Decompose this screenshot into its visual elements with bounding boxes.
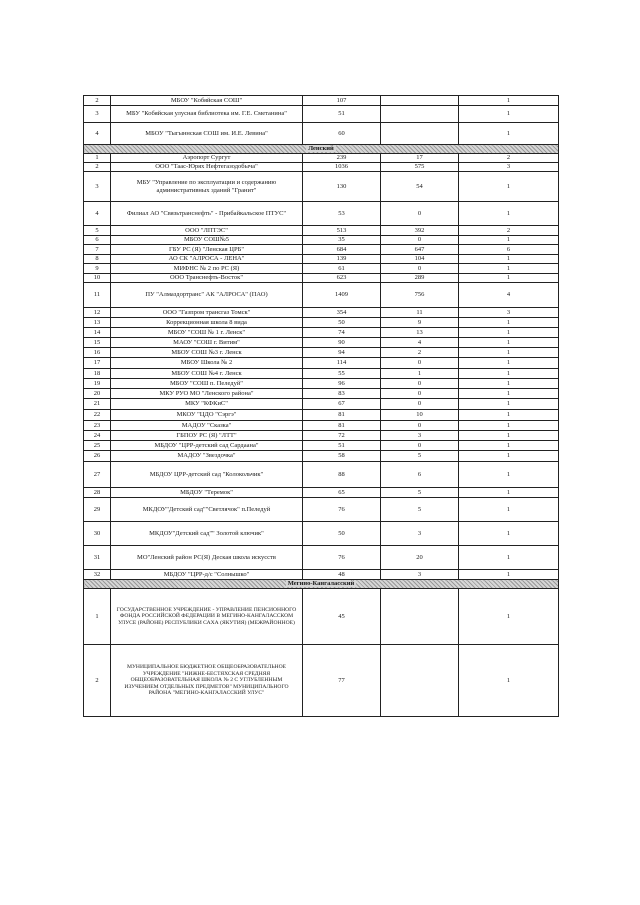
third-count-cell: 2: [459, 154, 559, 163]
row-number-cell: 4: [84, 202, 111, 226]
organization-name-cell: МКУ РУО МО "Ленского района": [111, 389, 303, 399]
third-count-cell: 1: [459, 328, 559, 338]
organization-name-cell: МБУ "Кобяйская улусная библиотека им. Г.Е. Сметанина": [111, 106, 303, 123]
table-row: [84, 488, 559, 498]
third-count-cell: 1: [459, 399, 559, 410]
total-count-cell: 354: [303, 308, 381, 318]
total-count-cell: 81: [303, 421, 381, 431]
total-count-cell: 139: [303, 255, 381, 264]
organization-name-cell: Филиал АО "Связьтранснефть" - Прибайкальское ПТУС": [111, 202, 303, 226]
organization-name-cell: ПУ "Алмаздортранс" АК "АЛРОСА" (ПАО): [111, 283, 303, 308]
third-count-cell: 1: [459, 441, 559, 451]
table-row: [84, 154, 559, 163]
third-count-cell: 1: [459, 522, 559, 546]
total-count-cell: 67: [303, 399, 381, 410]
third-count-cell: 1: [459, 410, 559, 421]
total-count-cell: 130: [303, 172, 381, 202]
total-count-cell: 50: [303, 318, 381, 328]
third-count-cell: 1: [459, 123, 559, 145]
third-count-cell: 1: [459, 546, 559, 570]
total-count-cell: 684: [303, 245, 381, 255]
row-number-cell: 15: [84, 338, 111, 348]
second-count-cell: 6: [381, 462, 459, 488]
organization-name-cell: ООО "Газпром трансгаз Томск": [111, 308, 303, 318]
organization-name-cell: ГОСУДАРСТВЕННОЕ УЧРЕЖДЕНИЕ - УПРАВЛЕНИЕ ПЕНСИОННОГО ФОНДА РОССИЙСКОЙ ФЕДЕРАЦИИ В МЕГИНО-КАНГАЛАССКОМ УЛУСЕ (РАЙОНЕ) РЕСПУБЛИКИ САХА (ЯКУТИЯ) (МЕЖРАЙОННОЕ): [111, 589, 303, 645]
second-count-cell: 17: [381, 154, 459, 163]
third-count-cell: 6: [459, 245, 559, 255]
organization-name-cell: МБОУ СОШ №3 г. Ленск: [111, 348, 303, 358]
row-number-cell: 23: [84, 421, 111, 431]
row-number-cell: 1: [84, 589, 111, 645]
organization-name-cell: МБОУ СОШ №4 г. Ленск: [111, 369, 303, 379]
table-row: [84, 358, 559, 369]
organization-name-cell: МАОУ "СОШ г. Витим": [111, 338, 303, 348]
organization-name-cell: ГБПОУ РС (Я) "ЛТТ": [111, 431, 303, 441]
second-count-cell: 5: [381, 488, 459, 498]
total-count-cell: 51: [303, 106, 381, 123]
table-row: [84, 421, 559, 431]
table-row: [84, 308, 559, 318]
third-count-cell: 1: [459, 589, 559, 645]
table-row: [84, 318, 559, 328]
table-row: [84, 338, 559, 348]
second-count-cell: 2: [381, 348, 459, 358]
row-number-cell: 11: [84, 283, 111, 308]
second-count-cell: 0: [381, 389, 459, 399]
row-number-cell: 24: [84, 431, 111, 441]
second-count-cell: 0: [381, 379, 459, 389]
organization-name-cell: МО"Ленский район РС(Я) Деская школа искусств: [111, 546, 303, 570]
third-count-cell: 1: [459, 348, 559, 358]
second-count-cell: 647: [381, 245, 459, 255]
table-row: [84, 348, 559, 358]
table-row: [84, 226, 559, 236]
total-count-cell: 76: [303, 546, 381, 570]
row-number-cell: 16: [84, 348, 111, 358]
row-number-cell: 29: [84, 498, 111, 522]
organization-name-cell: МБОУ Школа № 2: [111, 358, 303, 369]
table-row: [84, 264, 559, 274]
organization-name-cell: Коррекционная школа 8 вида: [111, 318, 303, 328]
second-count-cell: 756: [381, 283, 459, 308]
section-header-cell: [84, 145, 559, 154]
third-count-cell: 1: [459, 421, 559, 431]
third-count-cell: 1: [459, 172, 559, 202]
table-row: [84, 163, 559, 172]
table-row: [84, 202, 559, 226]
total-count-cell: 72: [303, 431, 381, 441]
third-count-cell: 1: [459, 255, 559, 264]
row-number-cell: 12: [84, 308, 111, 318]
organization-name-cell: МБОУ "СОШ № 1 г. Ленск": [111, 328, 303, 338]
third-count-cell: 1: [459, 431, 559, 441]
second-count-cell: 392: [381, 226, 459, 236]
row-number-cell: 7: [84, 245, 111, 255]
table-row: [84, 441, 559, 451]
third-count-cell: 1: [459, 338, 559, 348]
row-number-cell: 9: [84, 264, 111, 274]
third-count-cell: 1: [459, 106, 559, 123]
organization-name-cell: МКОУ "ЦДО "Сэргэ": [111, 410, 303, 421]
third-count-cell: 3: [459, 308, 559, 318]
second-count-cell: 4: [381, 338, 459, 348]
total-count-cell: 65: [303, 488, 381, 498]
second-count-cell: 5: [381, 451, 459, 462]
total-count-cell: 77: [303, 645, 381, 717]
table-row: [84, 96, 559, 106]
third-count-cell: 1: [459, 96, 559, 106]
third-count-cell: 1: [459, 379, 559, 389]
second-count-cell: 54: [381, 172, 459, 202]
total-count-cell: 88: [303, 462, 381, 488]
row-number-cell: 18: [84, 369, 111, 379]
row-number-cell: 5: [84, 226, 111, 236]
row-number-cell: 3: [84, 106, 111, 123]
table-row: [84, 245, 559, 255]
table-row: [84, 462, 559, 488]
third-count-cell: 4: [459, 283, 559, 308]
row-number-cell: 30: [84, 522, 111, 546]
table-row: [84, 274, 559, 283]
organization-name-cell: ООО "ЛПТЭС": [111, 226, 303, 236]
organization-name-cell: МКДОУ"Детский сад"" Золотой ключик": [111, 522, 303, 546]
section-title: Ленский: [308, 145, 334, 153]
third-count-cell: 1: [459, 462, 559, 488]
second-count-cell: 10: [381, 410, 459, 421]
organization-name-cell: МБДОУ ЦРР-детский сад "Колокольчик": [111, 462, 303, 488]
total-count-cell: 83: [303, 389, 381, 399]
table-body: [84, 96, 559, 717]
total-count-cell: 53: [303, 202, 381, 226]
total-count-cell: 107: [303, 96, 381, 106]
row-number-cell: 22: [84, 410, 111, 421]
third-count-cell: 1: [459, 358, 559, 369]
total-count-cell: 96: [303, 379, 381, 389]
third-count-cell: 2: [459, 226, 559, 236]
total-count-cell: 513: [303, 226, 381, 236]
third-count-cell: 3: [459, 163, 559, 172]
second-count-cell: 0: [381, 358, 459, 369]
table-row: [84, 283, 559, 308]
third-count-cell: 1: [459, 369, 559, 379]
organization-name-cell: МКУ "КФКиС": [111, 399, 303, 410]
row-number-cell: 1: [84, 154, 111, 163]
second-count-cell: 3: [381, 431, 459, 441]
third-count-cell: 1: [459, 202, 559, 226]
section-header-cell: [84, 580, 559, 589]
third-count-cell: 1: [459, 274, 559, 283]
row-number-cell: 26: [84, 451, 111, 462]
row-number-cell: 28: [84, 488, 111, 498]
table-row: [84, 389, 559, 399]
third-count-cell: 1: [459, 570, 559, 580]
total-count-cell: 50: [303, 522, 381, 546]
row-number-cell: 6: [84, 236, 111, 245]
organization-name-cell: МБОУ "СОШ п. Пеледуй": [111, 379, 303, 389]
total-count-cell: 48: [303, 570, 381, 580]
row-number-cell: 3: [84, 172, 111, 202]
table-row: [84, 236, 559, 245]
total-count-cell: 35: [303, 236, 381, 245]
second-count-cell: 5: [381, 498, 459, 522]
table-row: [84, 379, 559, 389]
second-count-cell: 13: [381, 328, 459, 338]
table-row: [84, 431, 559, 441]
second-count-cell: [381, 123, 459, 145]
third-count-cell: 1: [459, 645, 559, 717]
organization-name-cell: МБДОУ "ЦРР-д/с "Солнышко": [111, 570, 303, 580]
second-count-cell: 0: [381, 236, 459, 245]
second-count-cell: 289: [381, 274, 459, 283]
total-count-cell: 55: [303, 369, 381, 379]
organization-name-cell: МБОУ СОШ№5: [111, 236, 303, 245]
second-count-cell: 575: [381, 163, 459, 172]
organization-name-cell: ГБУ РС (Я) "Ленская ЦРБ": [111, 245, 303, 255]
table-row: [84, 498, 559, 522]
second-count-cell: 0: [381, 399, 459, 410]
row-number-cell: 10: [84, 274, 111, 283]
third-count-cell: 1: [459, 451, 559, 462]
second-count-cell: 0: [381, 421, 459, 431]
third-count-cell: 1: [459, 498, 559, 522]
organization-name-cell: МБДОУ "Теремок": [111, 488, 303, 498]
row-number-cell: 4: [84, 123, 111, 145]
organization-name-cell: МБОУ "Тыгыннская СОШ им. И.Е. Левина": [111, 123, 303, 145]
total-count-cell: 1409: [303, 283, 381, 308]
row-number-cell: 8: [84, 255, 111, 264]
organization-name-cell: МБУ "Управление по эксплуатации и содержанию административных зданий "Гранит": [111, 172, 303, 202]
row-number-cell: 31: [84, 546, 111, 570]
third-count-cell: 1: [459, 264, 559, 274]
second-count-cell: [381, 96, 459, 106]
section-title: Мегино-Кангаласский: [287, 580, 355, 588]
row-number-cell: 27: [84, 462, 111, 488]
total-count-cell: 58: [303, 451, 381, 462]
total-count-cell: 81: [303, 410, 381, 421]
row-number-cell: 25: [84, 441, 111, 451]
organization-name-cell: МАДОУ "Звездочка": [111, 451, 303, 462]
second-count-cell: [381, 106, 459, 123]
row-number-cell: 2: [84, 96, 111, 106]
total-count-cell: 623: [303, 274, 381, 283]
row-number-cell: 2: [84, 645, 111, 717]
table-row: [84, 546, 559, 570]
organization-name-cell: АО СК "АЛРОСА - ЛЕНА": [111, 255, 303, 264]
table-row: [84, 123, 559, 145]
section-header-row: [84, 580, 559, 589]
third-count-cell: 1: [459, 488, 559, 498]
second-count-cell: [381, 645, 459, 717]
total-count-cell: 239: [303, 154, 381, 163]
row-number-cell: 2: [84, 163, 111, 172]
organization-name-cell: ООО "Таас-Юрях Нефтегазодобыча": [111, 163, 303, 172]
table-row: [84, 106, 559, 123]
total-count-cell: 45: [303, 589, 381, 645]
row-number-cell: 13: [84, 318, 111, 328]
second-count-cell: 0: [381, 264, 459, 274]
row-number-cell: 21: [84, 399, 111, 410]
second-count-cell: 1: [381, 369, 459, 379]
total-count-cell: 51: [303, 441, 381, 451]
section-header-row: [84, 145, 559, 154]
organization-name-cell: Аэропорт Сургут: [111, 154, 303, 163]
total-count-cell: 1036: [303, 163, 381, 172]
row-number-cell: 32: [84, 570, 111, 580]
table-row: [84, 522, 559, 546]
row-number-cell: 17: [84, 358, 111, 369]
organization-name-cell: МАДОУ "Сказка": [111, 421, 303, 431]
organization-name-cell: МБДОУ "ЦРР-детский сад Сардаана": [111, 441, 303, 451]
table-row: [84, 255, 559, 264]
second-count-cell: 0: [381, 202, 459, 226]
table-row: [84, 645, 559, 717]
total-count-cell: 61: [303, 264, 381, 274]
total-count-cell: 60: [303, 123, 381, 145]
organization-name-cell: МИФНС № 2 по РС (Я): [111, 264, 303, 274]
table-row: [84, 451, 559, 462]
organization-name-cell: МБОУ "Кобяйская СОШ": [111, 96, 303, 106]
second-count-cell: 0: [381, 441, 459, 451]
total-count-cell: 114: [303, 358, 381, 369]
second-count-cell: [381, 589, 459, 645]
third-count-cell: 1: [459, 318, 559, 328]
organization-name-cell: МКДОУ"Детский сад""Светлячок" п.Пеледуй: [111, 498, 303, 522]
third-count-cell: 1: [459, 389, 559, 399]
table-row: [84, 369, 559, 379]
organization-name-cell: МУНИЦИПАЛЬНОЕ БЮДЖЕТНОЕ ОБЩЕОБРАЗОВАТЕЛЬНОЕ УЧРЕЖДЕНИЕ "НИЖНЕ-БЕСТЯХСКАЯ СРЕДНЯЯ ОБЩЕОБРАЗОВАТЕЛЬНАЯ ШКОЛА № 2 С УГЛУБЛЕННЫМ ИЗУЧЕНИЕМ ОТДЕЛЬНЫХ ПРЕДМЕТОВ" МУНИЦИПАЛЬНОГО РАЙОНА "МЕГИНО-КАНГАЛАССКИЙ УЛУС": [111, 645, 303, 717]
row-number-cell: 19: [84, 379, 111, 389]
organizations-table: [83, 95, 559, 717]
second-count-cell: 3: [381, 522, 459, 546]
total-count-cell: 90: [303, 338, 381, 348]
table-row: [84, 399, 559, 410]
table-row: [84, 328, 559, 338]
total-count-cell: 76: [303, 498, 381, 522]
total-count-cell: 94: [303, 348, 381, 358]
second-count-cell: 9: [381, 318, 459, 328]
row-number-cell: 20: [84, 389, 111, 399]
total-count-cell: 74: [303, 328, 381, 338]
table-row: [84, 589, 559, 645]
table-row: [84, 570, 559, 580]
organization-name-cell: ООО Транснефть-Восток": [111, 274, 303, 283]
second-count-cell: 20: [381, 546, 459, 570]
third-count-cell: 1: [459, 236, 559, 245]
second-count-cell: 104: [381, 255, 459, 264]
table-row: [84, 172, 559, 202]
second-count-cell: 3: [381, 570, 459, 580]
second-count-cell: 11: [381, 308, 459, 318]
table-row: [84, 410, 559, 421]
row-number-cell: 14: [84, 328, 111, 338]
